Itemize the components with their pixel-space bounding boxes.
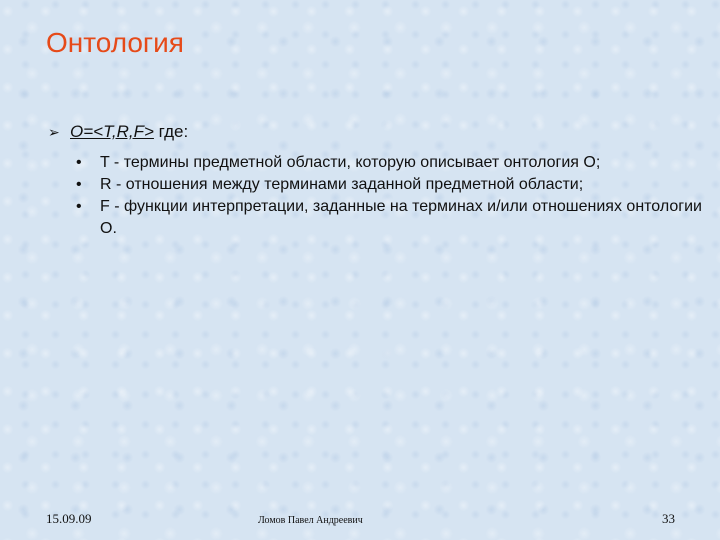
footer-author: Ломов Павел Андреевич — [258, 515, 363, 526]
list-item — [72, 196, 702, 240]
bullet-icon: • — [76, 198, 82, 215]
list-item-text: R - отношения между терминами заданной предметной области; — [100, 176, 584, 193]
page-number: 33 — [662, 511, 675, 526]
bullet-icon: • — [76, 176, 82, 193]
definition-list — [72, 152, 702, 240]
main-point — [48, 122, 188, 142]
bullet-icon: • — [76, 154, 82, 171]
list-item — [72, 174, 702, 196]
slide-title: Онтология — [46, 27, 184, 58]
list-item-text: T - термины предметной области, которую описывает онтология О; — [100, 154, 601, 171]
ontology-formula: O=<T,R,F> — [70, 122, 154, 141]
list-item-text: F - функции интерпретации, заданные на терминах и/или отношениях онтологии О. — [100, 198, 702, 237]
list-item — [72, 152, 702, 174]
footer-date: 15.09.09 — [46, 511, 92, 526]
arrow-bullet-icon: ➢ — [48, 123, 60, 140]
main-point-suffix: где: — [153, 122, 189, 141]
